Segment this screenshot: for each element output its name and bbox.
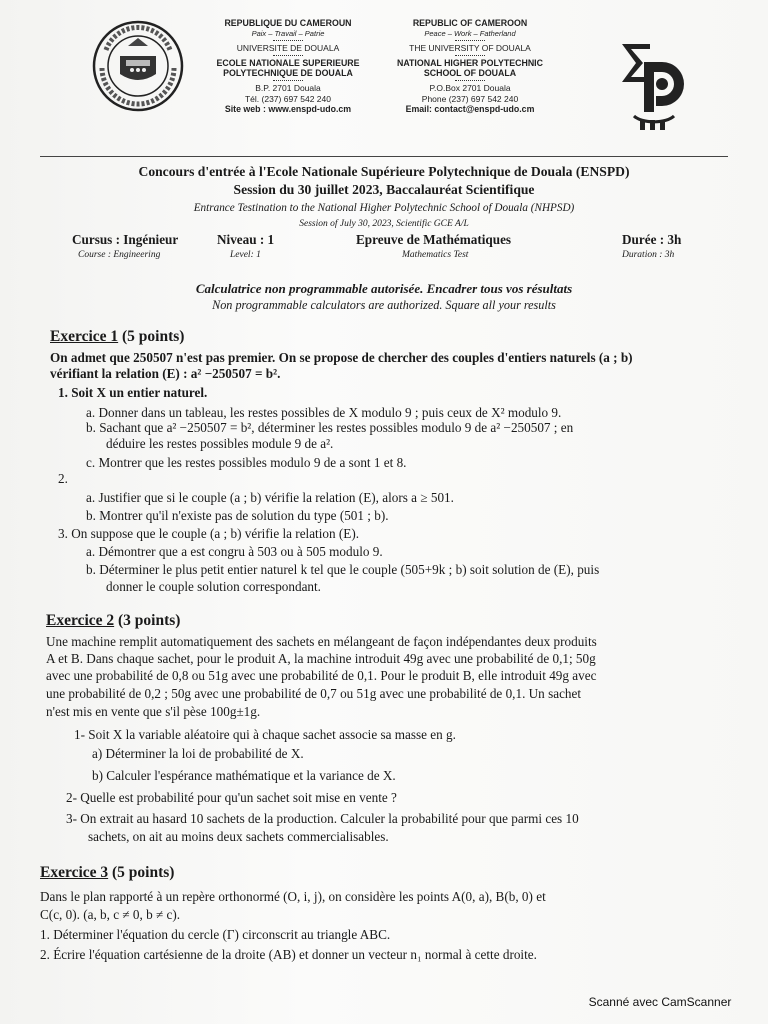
- ex3-p2: C(c, 0). (a, b, c ≠ 0, b ≠ c).: [40, 907, 181, 922]
- motto-en: Peace – Work – Fatherland: [424, 28, 516, 38]
- exam-title-fr: Concours d'entrée à l'Ecole Nationale Supérieure Polytechnique de Douala (ENSPD): [138, 164, 630, 179]
- ex2-q1a: a) Déterminer la loi de probabilité de X.: [92, 746, 304, 761]
- ex1-q1c: c. Montrer que les restes possibles modulo 9 de a sont 1 et 8.: [86, 455, 407, 470]
- ex2-q1b: b) Calculer l'espérance mathématique et la variance de X.: [92, 768, 396, 783]
- exercise-2-heading: [46, 613, 180, 629]
- ex1-q1: 1. Soit X un entier naturel.: [58, 385, 208, 400]
- exam-session-fr: Session du 30 juillet 2023, Baccalauréat Scientifique: [233, 182, 535, 197]
- school-logo: [614, 40, 694, 140]
- duration-label-en: Duration : 3h: [622, 250, 675, 260]
- subject-label-en: Mathematics Test: [402, 250, 469, 260]
- ex2-p1: Une machine remplit automatiquement des sachets en mélangeant de façon indépendantes deux produits: [46, 634, 597, 649]
- address-fr: B.P. 2701 Douala: [255, 82, 321, 93]
- course-label-en: Course : Engineering: [78, 250, 161, 260]
- ex1-q3: 3. On suppose que le couple (a ; b) vérifie la relation (E).: [58, 526, 360, 541]
- address-en: P.O.Box 2701 Douala: [429, 82, 511, 93]
- exercise-1-title: Exercice 1: [50, 328, 119, 345]
- ex1-q3a: a. Démontrer que a est congru à 503 ou à 505 modulo 9.: [86, 544, 383, 559]
- scanner-watermark: Scanné avec CamScanner: [588, 995, 732, 1009]
- ex3-q1: 1. Déterminer l'équation du cercle (Γ) circonscrit au triangle ABC.: [40, 927, 391, 942]
- duration-label: Durée : 3h: [622, 232, 682, 247]
- ex1-intro-2: vérifiant la relation (E) : a² −250507 = b².: [50, 366, 281, 381]
- email: Email: contact@enspd-udo.cm: [405, 104, 535, 115]
- ex3-p1: Dans le plan rapporté à un repère orthonormé (O, i, j), on considère les points A(0, a), B(b, 0) et: [40, 889, 546, 904]
- ex2-p5: n'est mis en vente que s'il pèse 100g±1g.: [46, 704, 261, 719]
- header-divider: [40, 156, 728, 157]
- level-label-en: Level: 1: [230, 250, 261, 260]
- header-french: [188, 18, 388, 115]
- exercise-3-points: (5 points): [108, 864, 175, 881]
- level-label: Niveau : 1: [217, 232, 275, 247]
- ex2-q3-2: sachets, on ait au moins deux sachets commercialisables.: [88, 829, 389, 844]
- motto-fr: Paix – Travail – Patrie: [251, 28, 325, 38]
- ex2-q2: 2- Quelle est probabilité pour qu'un sachet soit mise en vente ?: [66, 790, 397, 805]
- ex2-q1: 1- Soit X la variable aléatoire qui à chaque sachet associe sa masse en g.: [74, 727, 456, 742]
- ex1-q1b-1: b. Sachant que a² −250507 = b², déterminer les restes possibles modulo 9 de a² −250507 ; en: [86, 420, 574, 435]
- instructions-en: Non programmable calculators are authorized. Square all your results: [212, 298, 556, 312]
- school-fr-line1: ECOLE NATIONALE SUPERIEURE: [216, 57, 360, 68]
- ex1-q1a: a. Donner dans un tableau, les restes possibles de X modulo 9 ; puis ceux de X² modulo 9.: [86, 405, 562, 420]
- course-label: Cursus : Ingénieur: [72, 232, 179, 247]
- school-en-line1: NATIONAL HIGHER POLYTECHNIC: [397, 57, 543, 68]
- instructions-fr: Calculatrice non programmable autorisée. Encadrer tous vos résultats: [195, 281, 573, 296]
- school-en-line2: SCHOOL OF DOUALA: [423, 68, 517, 79]
- exam-title-en: Entrance Testination to the National Higher Polytechnic School of Douala (NHPSD): [193, 202, 575, 214]
- ex2-p4: une probabilité de 0,2 ; 50g avec une probabilité de 0,7 ou 51g avec une probabilité de 0,1. Un sachet: [46, 686, 582, 701]
- subject-label: Epreuve de Mathématiques: [356, 232, 512, 247]
- ex1-q2a: a. Justifier que si le couple (a ; b) vérifie la relation (E), alors a ≥ 501.: [86, 490, 454, 505]
- ex1-q1b-2: déduire les restes possibles module 9 de a².: [106, 436, 334, 451]
- exercise-2-points: (3 points): [114, 612, 181, 629]
- university-fr: UNIVERSITE DE DOUALA: [236, 43, 340, 54]
- ex2-q3-1: 3- On extrait au hasard 10 sachets de la production. Calculer la probabilité pour que parmi ces 10: [66, 811, 579, 826]
- ex3-q2: 2. Écrire l'équation cartésienne de la droite (AB) et donner un vecteur n₁ normal à cette droite.: [40, 947, 537, 962]
- ex1-q3b-1: b. Déterminer le plus petit entier naturel k tel que le couple (505+9k ; b) soit solution de (E), puis: [86, 562, 600, 577]
- exercise-3-heading: [40, 865, 174, 881]
- ex1-q3b-2: donner le couple solution correspondant.: [106, 579, 321, 594]
- website: Site web : www.enspd-udo.cm: [224, 104, 352, 115]
- ex2-p2: A et B. Dans chaque sachet, pour le produit A, la machine introduit 49g avec une probabilité de 0,1; 50g: [46, 651, 596, 666]
- university-en: THE UNIVERSITY OF DOUALA: [409, 43, 531, 54]
- country-fr: REPUBLIQUE DU CAMEROUN: [224, 18, 352, 28]
- exercise-3-title: Exercice 3: [40, 864, 109, 881]
- country-en: REPUBLIC OF CAMEROON: [412, 18, 528, 28]
- school-fr-line2: POLYTECHNIQUE DE DOUALA: [223, 68, 353, 79]
- exercise-1-heading: [50, 329, 184, 345]
- phone-en: Phone (237) 697 542 240: [421, 93, 519, 104]
- exercise-2-title: Exercice 2: [46, 612, 115, 629]
- header-english: [370, 18, 570, 115]
- phone-fr: Tél. (237) 697 542 240: [244, 93, 331, 104]
- university-seal-logo: [92, 16, 184, 128]
- exam-session-en: Session of July 30, 2023, Scientific GCE A/L: [299, 219, 469, 229]
- exercise-1-points: (5 points): [118, 328, 185, 345]
- ex1-intro-1: On admet que 250507 n'est pas premier. On se propose de chercher des couples d'entiers naturels (a ; b): [50, 350, 633, 365]
- ex1-q2: 2.: [58, 471, 68, 486]
- ex2-p3: avec une probabilité de 0,8 ou 51g avec une probabilité de 0,1. Pour le produit B, elle introduit 49g avec: [46, 668, 597, 683]
- ex1-q2b: b. Montrer qu'il n'existe pas de solution du type (501 ; b).: [86, 508, 389, 523]
